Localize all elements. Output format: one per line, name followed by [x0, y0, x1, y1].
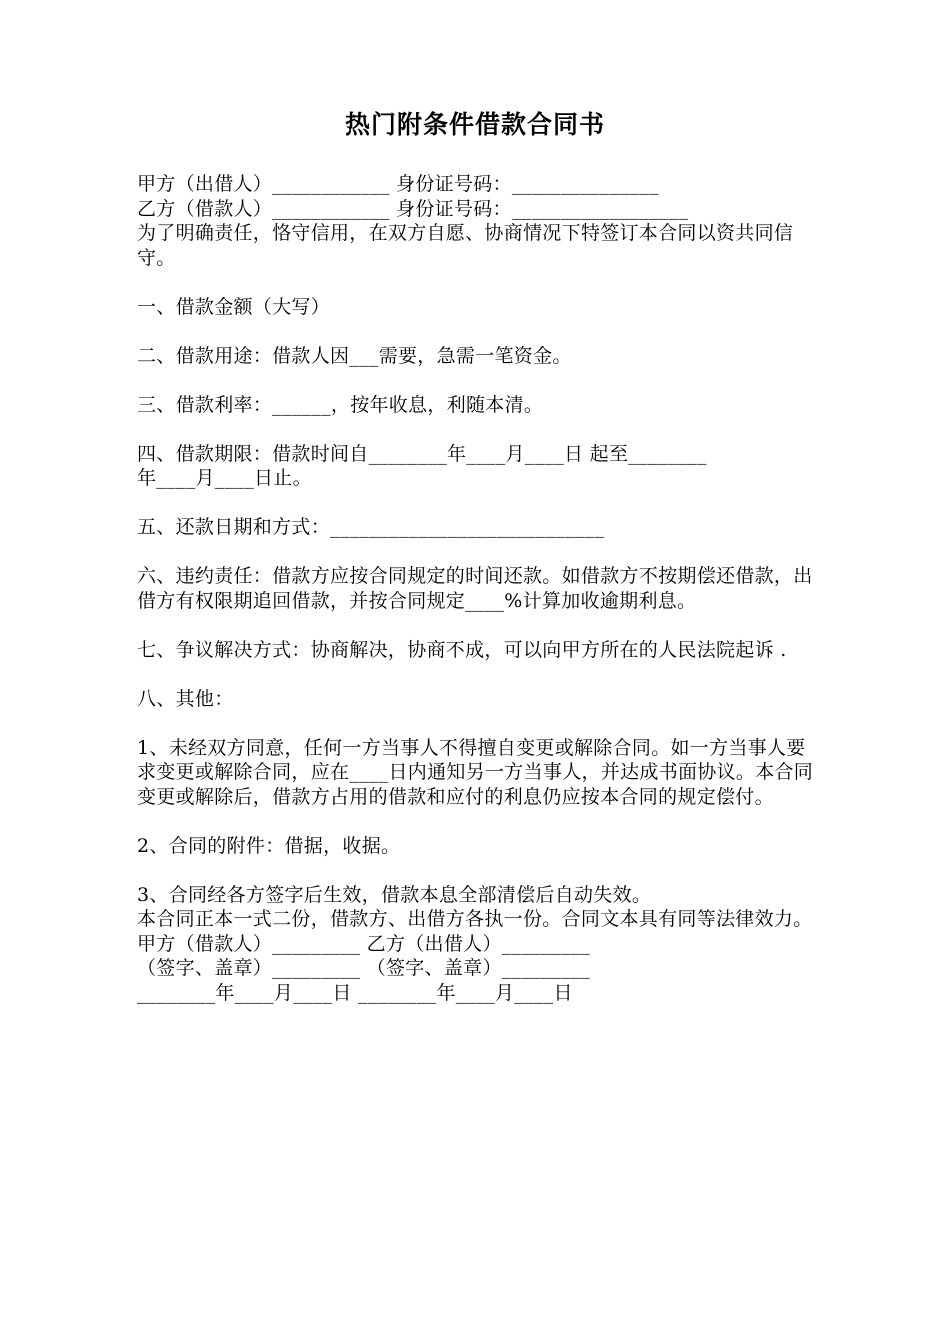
spacer — [137, 540, 817, 565]
clause-repayment: 五、还款日期和方式：____________________________ — [137, 516, 605, 538]
copies-paragraph: 本合同正本一式二份，借款方、出借方各执一份。合同文本具有同等法律效力。 — [137, 908, 813, 930]
spacer — [137, 809, 817, 834]
spacer — [137, 711, 817, 736]
clause-breach-liability: 六、违约责任：借款方应按合同规定的时间还款。如借款方不按期偿还借款，出借方有权限期追回借款，并按合同规定____%计算加收逾期利息。 — [137, 565, 813, 612]
spacer — [137, 662, 817, 687]
spacer — [137, 417, 817, 442]
document-title: 热门附条件借款合同书 — [344, 110, 605, 139]
party-b-line: 乙方（借款人）____________ 身份证号码：__________________ — [137, 197, 689, 220]
clause-loan-purpose: 二、借款用途：借款人因___需要，急需一笔资金。 — [137, 344, 572, 367]
signature-seal-line: （签字、盖章）_________ （签字、盖章）_________ — [137, 957, 590, 979]
spacer — [137, 613, 817, 638]
preamble-paragraph: 为了明确责任，恪守信用，在双方自愿、协商情况下特签订本合同以资共同信守。 — [137, 222, 794, 269]
contract-body — [137, 172, 817, 1005]
spacer — [137, 270, 817, 295]
clause-loan-term-line-1: 四、借款期限：借款时间自________年____月____日 起至________ — [137, 442, 707, 465]
clause-loan-term-line-2: 年____月____日止。 — [137, 467, 312, 489]
clause-loan-amount: 一、借款金额（大写） — [137, 295, 331, 318]
other-item-1: 1、未经双方同意，任何一方当事人不得擅自变更或解除合同。如一方当事人要求变更或解除合同，应在____日内通知另一方当事人，并达成书面协议。本合同变更或解除后，借款方占用的借款和应付的利息仍应按本合同的规定偿付。 — [137, 736, 814, 808]
other-item-2: 2、合同的附件：借据，收据。 — [137, 834, 401, 857]
clause-interest-rate: 三、借款利率：______，按年收息，利随本清。 — [137, 393, 544, 416]
signature-date-line: ________年____月____日 ________年____月____日 — [137, 981, 573, 1004]
clause-other: 八、其他： — [137, 687, 234, 710]
party-a-line: 甲方（出借人）____________ 身份证号码：_______________ — [137, 173, 659, 195]
spacer — [137, 319, 817, 344]
spacer — [137, 858, 817, 883]
spacer — [137, 368, 817, 393]
spacer — [137, 491, 817, 516]
clause-dispute-resolution: 七、争议解决方式：协商解决，协商不成，可以向甲方所在的人民法院起诉 . — [137, 638, 787, 661]
other-item-3: 3、合同经各方签字后生效，借款本息全部清偿后自动失效。 — [137, 883, 652, 906]
signature-parties-line: 甲方（借款人）_________ 乙方（出借人）_________ — [137, 932, 590, 955]
